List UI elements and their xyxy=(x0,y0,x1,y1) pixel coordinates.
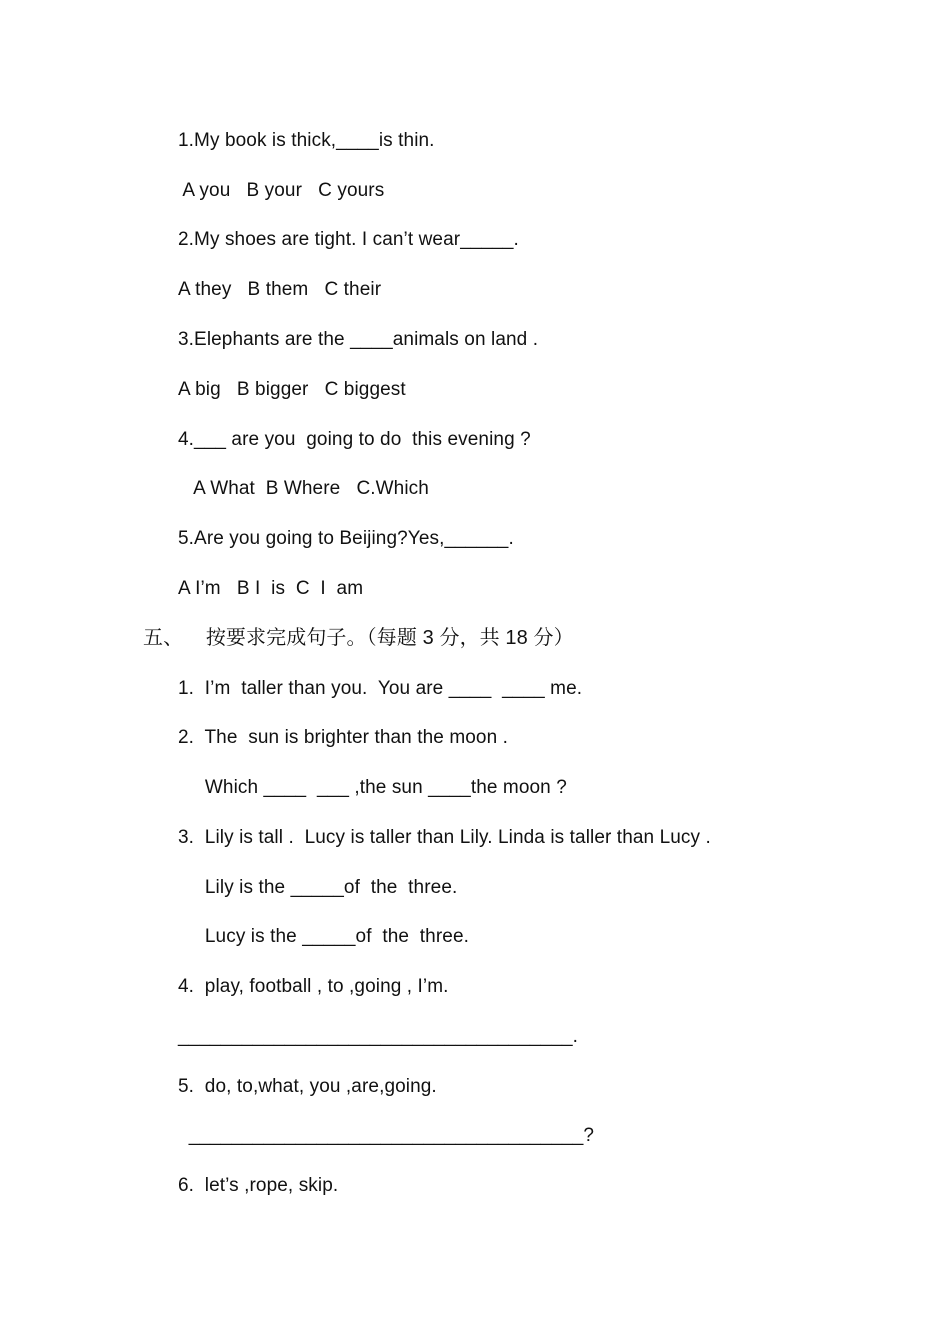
s5-item-2-answer: Which ____ ___ ,the sun ____the moon ? xyxy=(178,777,567,798)
q5-question: 5.Are you going to Beijing?Yes,______. xyxy=(178,528,514,549)
q3-question: 3.Elephants are the ____animals on land . xyxy=(178,329,539,350)
s5-item-5: 5. do, to,what, you ,are,going. xyxy=(178,1076,437,1097)
q1-question: 1.My book is thick,____is thin. xyxy=(178,130,435,151)
q5-options: A I’m B I is C I am xyxy=(178,578,364,599)
q2-options: A they B them C their xyxy=(178,279,382,300)
s5-item-3-answer-a: Lily is the _____of the three. xyxy=(178,877,458,898)
s5-item-4: 4. play, football , to ,going , I’m. xyxy=(178,976,449,997)
s5-item-5-answer-line: _____________________________________? xyxy=(178,1125,595,1146)
s5-item-1: 1. I’m taller than you. You are ____ ____ me. xyxy=(178,678,583,699)
q1-options: A you B your C yours xyxy=(178,180,385,201)
s5-item-4-answer-line: _____________________________________. xyxy=(178,1026,579,1047)
s5-item-6: 6. let’s ,rope, skip. xyxy=(178,1175,339,1196)
s5-item-3-answer-b: Lucy is the _____of the three. xyxy=(178,926,469,947)
s5-item-3: 3. Lily is tall . Lucy is taller than Lily. Linda is taller than Lucy . xyxy=(178,827,711,848)
q3-options: A big B bigger C biggest xyxy=(178,379,406,400)
section-five-heading: 五、 按要求完成句子。（每题 3 分，共 18 分） xyxy=(143,627,574,649)
q4-question: 4.___ are you going to do this evening ? xyxy=(178,429,531,450)
q4-options: A What B Where C.Which xyxy=(178,478,429,499)
q2-question: 2.My shoes are tight. I can’t wear_____. xyxy=(178,229,519,250)
s5-item-2: 2. The sun is brighter than the moon . xyxy=(178,727,509,748)
